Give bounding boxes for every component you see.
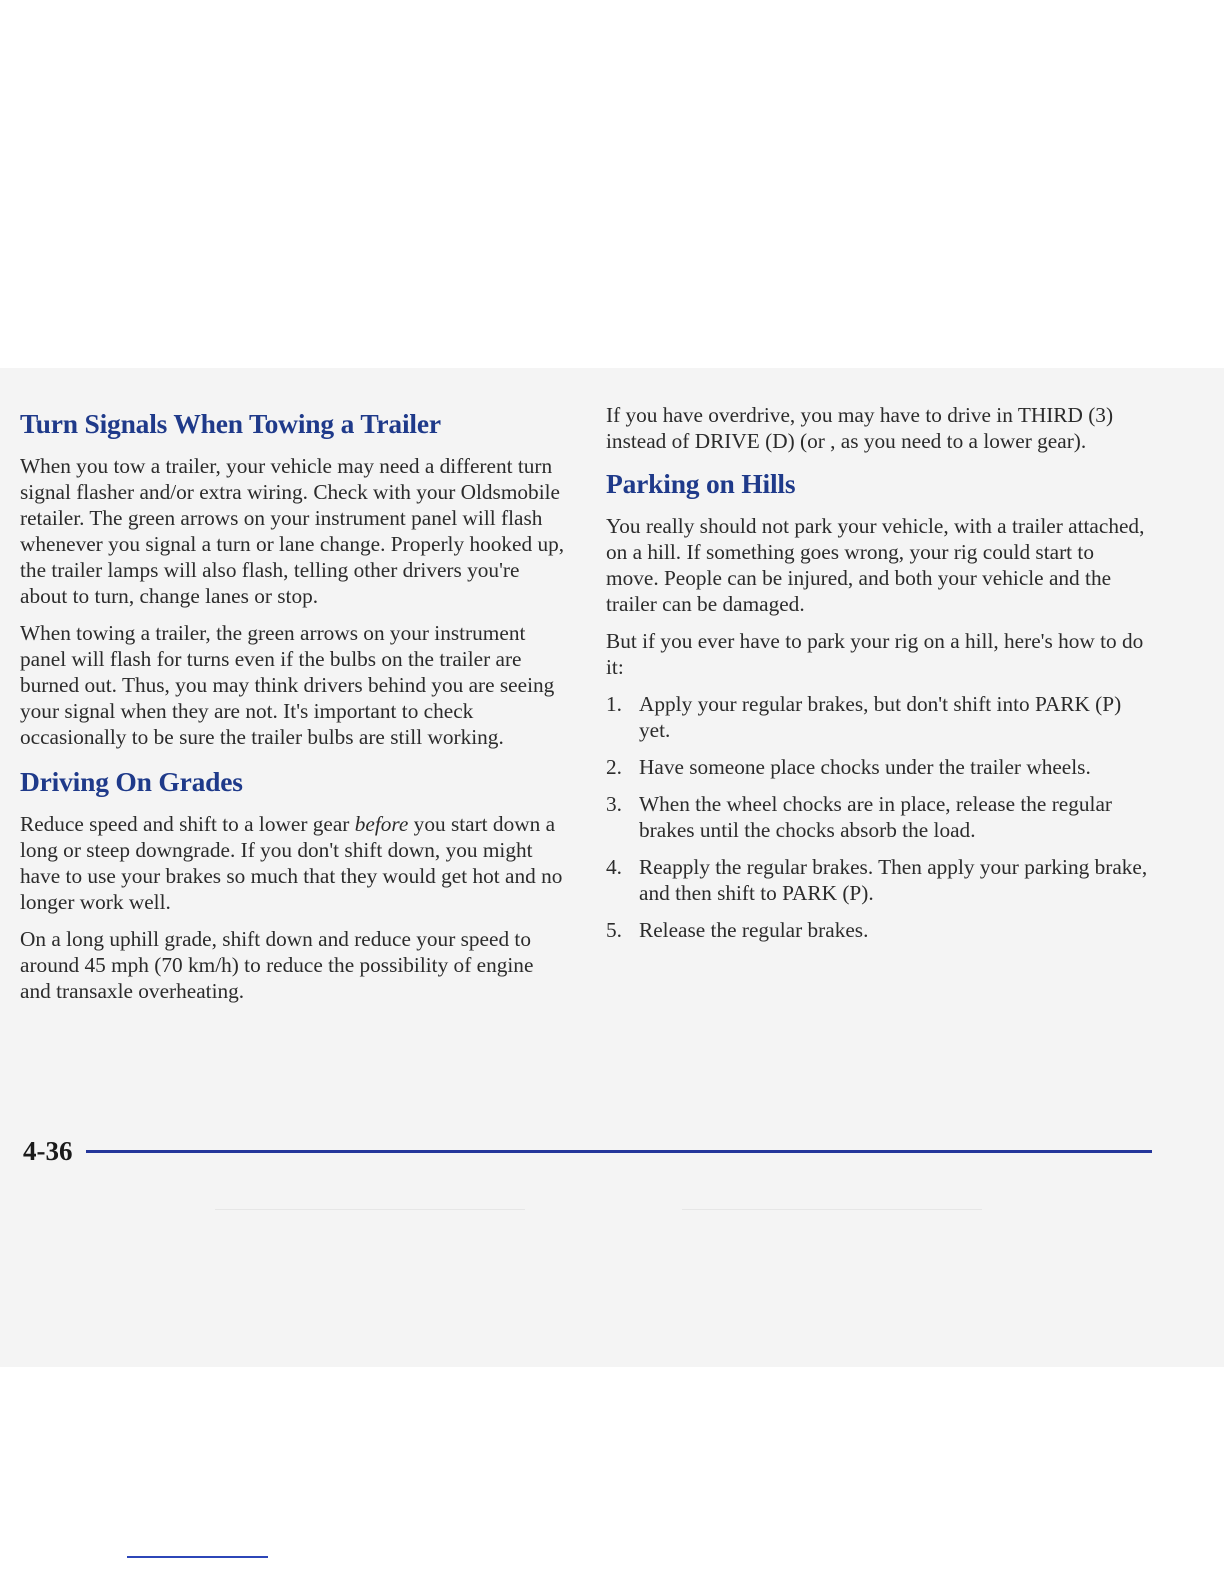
paragraph-grades-1	[20, 811, 565, 915]
right-column	[606, 403, 1151, 954]
bottom-link-underline	[127, 1556, 268, 1558]
step-number: 1.	[606, 692, 622, 716]
step-text: Apply your regular brakes, but don't shift into PARK (P) yet.	[639, 692, 1122, 742]
footer-rule	[86, 1150, 1152, 1153]
step-number: 4.	[606, 855, 622, 879]
left-column	[20, 408, 565, 1004]
step-text: Reapply the regular brakes. Then apply your parking brake, and then shift to PARK (P).	[639, 855, 1148, 905]
grades-text-after: you start down a long or steep downgrade. If you don't shift down, you might have to use your brakes so much that they would get hot and no longer work well.	[20, 812, 563, 914]
step-text: When the wheel chocks are in place, release the regular brakes until the chocks absorb the load.	[639, 792, 1113, 842]
paragraph-parking-2: But if you ever have to park your rig on a hill, here's how to do it:	[606, 629, 1144, 679]
paragraph-turn-signals-2: When towing a trailer, the green arrows on your instrument panel will flash for turns even if the bulbs on the trailer are burned out. Thus, you may think drivers behind you are seeing your signal when they are not. It's important to check occasionally to be sure the trailer bulbs are still working.	[20, 621, 555, 749]
paragraph-overdrive: If you have overdrive, you may have to drive in THIRD (3) instead of DRIVE (D) (or , as you need to a lower gear).	[606, 403, 1114, 453]
step-number: 2.	[606, 755, 622, 779]
heading-driving-on-grades: Driving On Grades	[20, 766, 243, 797]
faint-divider-left	[215, 1209, 525, 1210]
grades-emphasis: before	[354, 812, 409, 836]
heading-parking-on-hills: Parking on Hills	[606, 468, 796, 499]
faint-divider-right	[682, 1209, 982, 1210]
step-number: 3.	[606, 792, 622, 816]
paragraph-turn-signals-1: When you tow a trailer, your vehicle may need a different turn signal flasher and/or extra wiring. Check with your Oldsmobile retailer. The green arrows on your instrument panel will flash whenever you signal a turn or lane change. Properly hooked up, the trailer lamps will also flash, telling other drivers you're about to turn, change lanes or stop.	[20, 454, 565, 608]
list-item	[606, 754, 1151, 780]
heading-turn-signals: Turn Signals When Towing a Trailer	[20, 408, 441, 439]
manual-page	[0, 368, 1224, 1367]
list-item	[606, 691, 1151, 743]
page-number: 4-36	[23, 1136, 73, 1166]
paragraph-parking-1: You really should not park your vehicle, with a trailer attached, on a hill. If something goes wrong, your rig could start to move. People can be injured, and both your vehicle and the trailer can be damaged.	[606, 514, 1145, 616]
page-footer	[20, 1133, 1148, 1173]
step-text: Release the regular brakes.	[639, 918, 869, 942]
step-number: 5.	[606, 918, 622, 942]
parking-steps-list	[606, 691, 1151, 943]
list-item	[606, 917, 1151, 943]
list-item	[606, 854, 1151, 906]
list-item	[606, 791, 1151, 843]
grades-text-before: Reduce speed and shift to a lower gear	[20, 812, 355, 836]
paragraph-grades-2: On a long uphill grade, shift down and reduce your speed to around 45 mph (70 km/h) to reduce the possibility of engine and transaxle overheating.	[20, 927, 534, 1003]
step-text: Have someone place chocks under the trailer wheels.	[639, 755, 1091, 779]
